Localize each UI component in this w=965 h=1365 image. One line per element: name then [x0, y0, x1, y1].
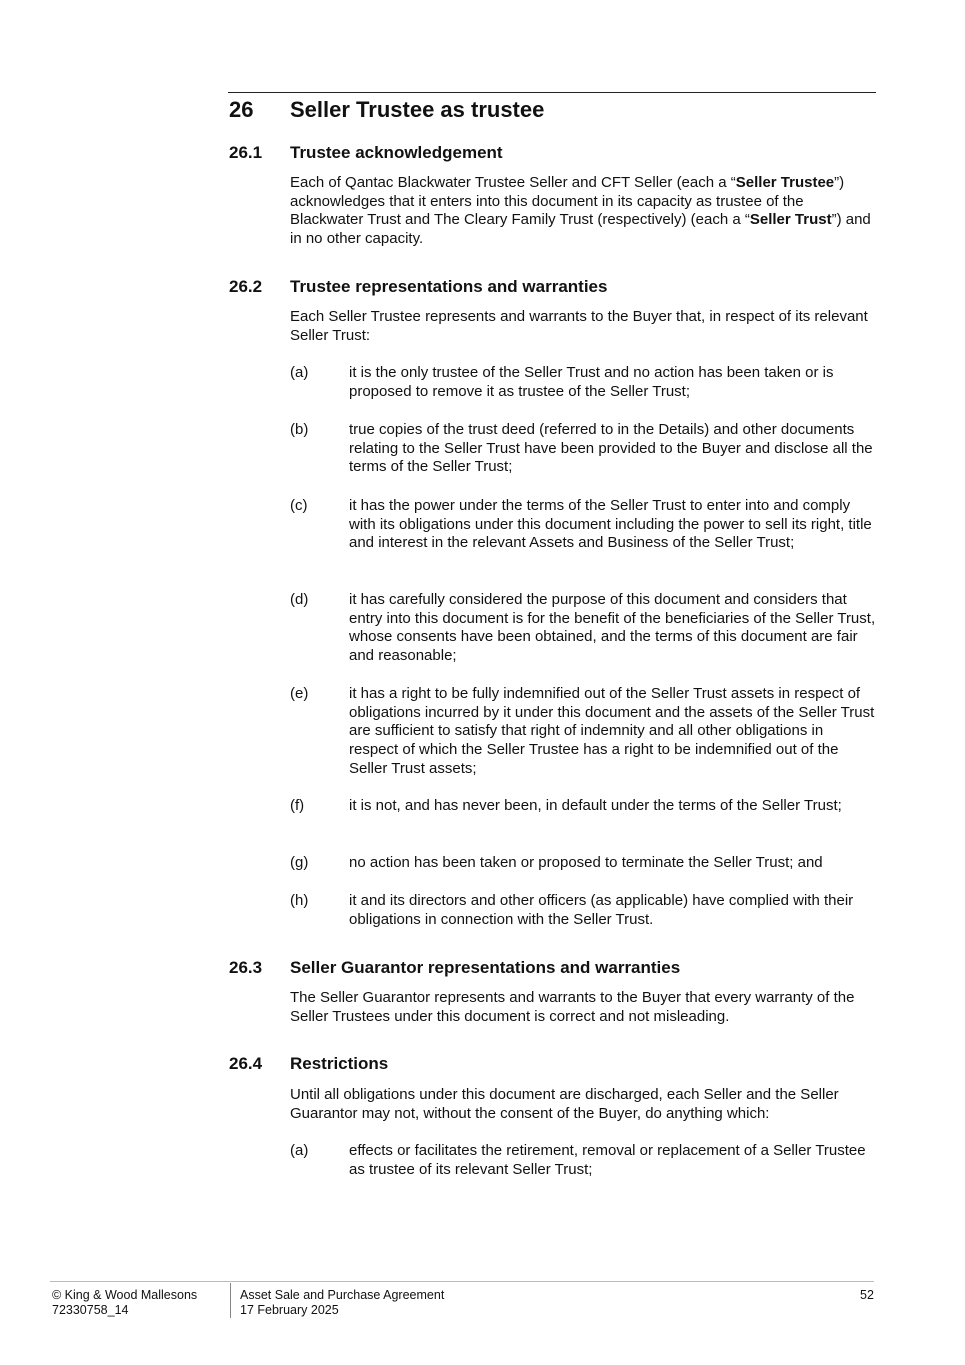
clause-title: Restrictions: [290, 1054, 389, 1073]
list-item-text: it has the power under the terms of the Seller Trust to enter into and comply with its obligations under this document including the power to sell its right, title and interest in the relevant Assets and Business of the Seller Trust;: [349, 497, 872, 552]
list-item-label: (b): [290, 421, 309, 438]
list-item-label: (d): [290, 591, 309, 608]
list-item-text: true copies of the trust deed (referred to in the Details) and other documents relating to the Seller Trust have been provided to the Buyer and disclose all the terms of the Seller Trust;: [349, 421, 873, 476]
footer-doc-title: Asset Sale and Purchase Agreement: [240, 1288, 445, 1302]
list-item: [290, 364, 876, 401]
list-item-text: it and its directors and other officers (as applicable) have complied with their obligations in connection with the Seller Trust.: [349, 892, 854, 928]
paragraph-text: ”) acknowledges that it enters into this document in its capacity as trustee of the Blackwater Trust and The Cleary Family Trust (respectively) (each a “: [290, 174, 845, 229]
footer-date: 17 February 2025: [240, 1303, 339, 1317]
defined-term: Seller Trustee: [735, 174, 835, 191]
defined-term: Seller Trust: [749, 211, 832, 229]
clause-26-3-paragraph: The Seller Guarantor represents and warrants to the Buyer that every warranty of the Seller Trustees under this document is correct and not misleading.: [290, 989, 855, 1025]
footer-copyright: © King & Wood Mallesons: [52, 1288, 198, 1302]
list-item-text: it has carefully considered the purpose of this document and considers that entry into this document is for the benefit of the beneficiaries of the Seller Trust, whose consents have been obtained, and the terms of this document are fair and reasonable;: [349, 591, 876, 665]
list-item: [290, 1142, 876, 1179]
clause-26-1-paragraph: [290, 174, 876, 249]
clause-title: Seller Guarantor representations and warranties: [290, 958, 681, 977]
list-item-text: it has a right to be fully indemnified out of the Seller Trust assets in respect of obligations incurred by it under this document and the assets of the Seller Trust are sufficient to satisfy that right of indemnity and all other obligations in respect of which the Seller Trustee has a right to be indemnified out of the Seller Trust assets;: [349, 685, 875, 777]
clause-26-2-intro: Each Seller Trustee represents and warrants to the Buyer that, in respect of its relevant Seller Trust:: [290, 308, 868, 344]
clause-title: Trustee representations and warranties: [290, 277, 608, 296]
clause-number: 26.2: [229, 277, 263, 296]
list-item-label: (f): [290, 797, 305, 814]
list-item-label: (g): [290, 854, 309, 871]
paragraph-text: Each of Qantac Blackwater Trustee Seller and CFT Seller (each a “: [290, 174, 736, 191]
clause-number: 26.4: [229, 1054, 263, 1073]
list-item: [290, 854, 876, 873]
clause-number: 26.1: [229, 143, 263, 162]
section-title: Seller Trustee as trustee: [290, 97, 545, 122]
footer-rule: [50, 1281, 874, 1282]
list-item-text: effects or facilitates the retirement, removal or replacement of a Seller Trustee as trustee of its relevant Seller Trust;: [349, 1142, 866, 1178]
section-number: 26: [229, 97, 254, 122]
list-item: [290, 892, 876, 929]
list-item-label: (a): [290, 364, 309, 381]
list-item-label: (h): [290, 892, 309, 909]
list-item: [290, 797, 876, 816]
list-item: [290, 421, 876, 477]
list-item-text: it is not, and has never been, in default under the terms of the Seller Trust;: [349, 797, 842, 814]
footer-doc-id: 72330758_14: [52, 1303, 129, 1317]
footer-divider: [230, 1283, 231, 1318]
list-item: [290, 591, 876, 666]
list-item-label: (a): [290, 1142, 309, 1159]
page-number: 52: [860, 1288, 874, 1302]
section-top-rule: [228, 92, 876, 93]
list-item-text: it is the only trustee of the Seller Trust and no action has been taken or is proposed to remove it as trustee of the Seller Trust;: [349, 364, 834, 400]
clause-26-4-intro: Until all obligations under this document are discharged, each Seller and the Seller Guarantor may not, without the consent of the Buyer, do anything which:: [290, 1086, 839, 1122]
clause-number: 26.3: [229, 958, 263, 977]
list-item: [290, 497, 876, 553]
list-item-text: no action has been taken or proposed to terminate the Seller Trust; and: [349, 854, 823, 871]
paragraph-text: ”) and in no other capacity.: [290, 211, 871, 248]
clause-title: Trustee acknowledgement: [290, 143, 503, 162]
list-item-label: (e): [290, 685, 309, 702]
list-item-label: (c): [290, 497, 308, 514]
list-item: [290, 685, 876, 779]
